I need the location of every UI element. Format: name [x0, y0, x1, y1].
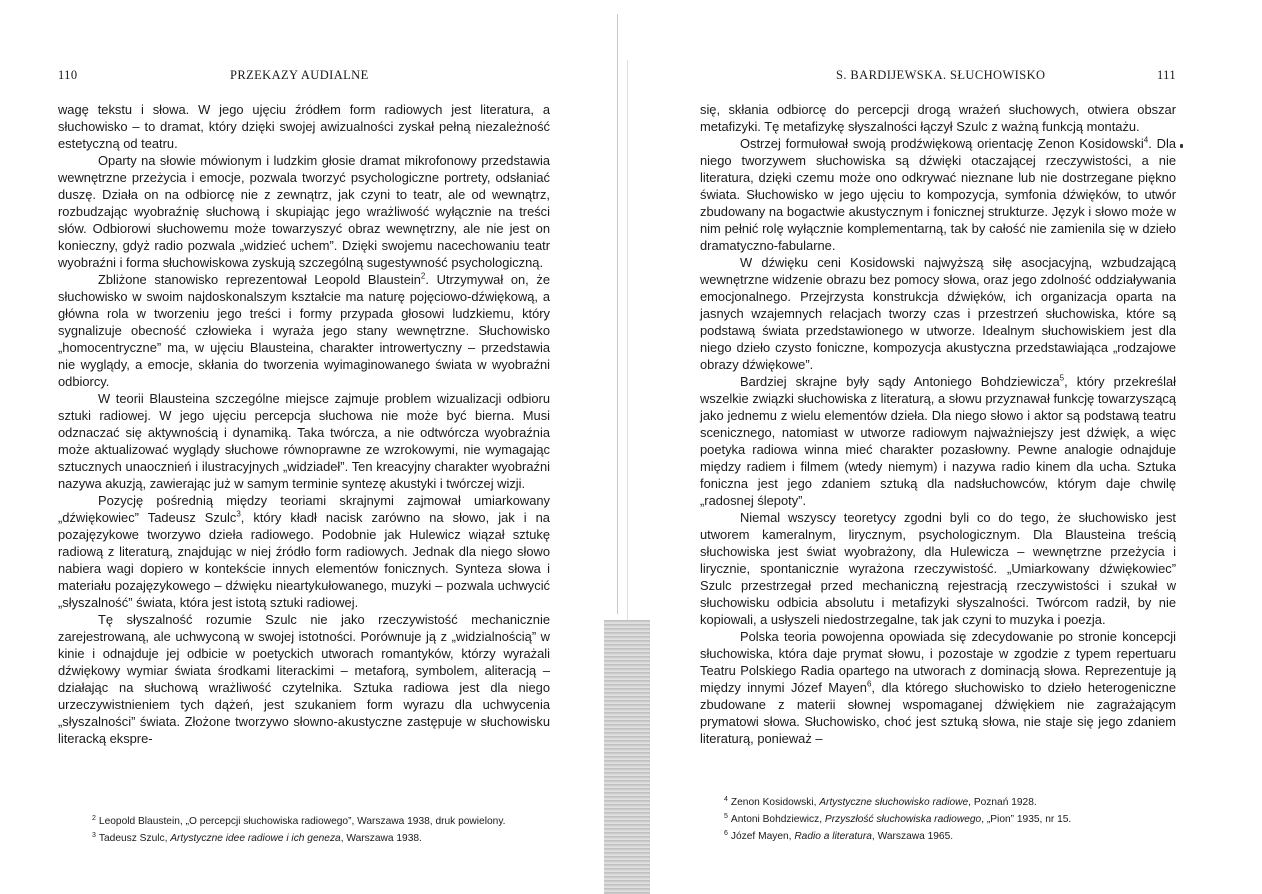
left-paragraph-4: W teorii Blausteina szczególne miejsce zajmuje problem wizualizacji odbioru sztuki radiowej. W jego ujęciu percepcja słuchowa nie może być bierna. Musi odznaczać się aktywnością i dynamiką. Taka twórcza, a nie odtwórcza wyobraźnia może aktualizować wyglądy słuchowe równoprawne ze wzrokowymi, nie wymagając sztucznych unaocznień i ilustracyjnych „widziadeł”. Ten kreacyjny charakter wyobraźni nazywa akuzją, zawierając już w samym terminie syntezę akustyki i twórczej wizji.	[58, 391, 550, 491]
footnote-2	[92, 813, 550, 830]
footnote-3-number: 3	[92, 831, 96, 839]
right-page-number: 111	[1156, 68, 1176, 82]
footnote-6-place: , Warszawa 1965.	[871, 831, 954, 842]
footnote-6-author: Józef Mayen,	[730, 831, 795, 842]
footnote-2-text: Leopold Blaustein, „O percepcji słuchowiska radiowego”, Warszawa 1938, druk powielony.	[98, 816, 506, 827]
left-paragraph-2: Oparty na słowie mówionym i ludzkim głosie dramat mikrofonowy przedstawia wewnętrzne przeżycia i emocje, pozwala tworzyć psychologiczne portrety, odsłaniać duszę. Działa on na odbiorcę nie z zewnątrz, jak czyni to teatr, ale od wewnątrz, rozbudzając wyobraźnię słuchową i skupiając jego wrażliwość wyłącznie na treści słów. Odbiorowi słuchowemu może towarzyszyć obraz wewnętrzny, ale nie jest on konieczny, gdyż radio pozwala „widzieć uchem”. Dzięki swojemu nacechowaniu teatr wyobraźni i forma słuchowiskowa zyskują szczególną sugestywność psychologiczną.	[58, 153, 550, 270]
page-fold-shadow	[627, 60, 628, 620]
left-paragraph-5	[58, 492, 550, 611]
footnote-4	[724, 794, 1176, 811]
scan-speck	[1180, 144, 1183, 148]
left-paragraph-3-start: Zbliżone stanowisko reprezentował Leopold Blaustein	[98, 272, 421, 287]
right-paragraph-4	[700, 373, 1176, 509]
left-paragraph-3	[58, 271, 550, 390]
left-body-text	[58, 101, 550, 747]
footnote-6	[724, 828, 1176, 845]
footnote-3-author: Tadeusz Szulc,	[98, 833, 171, 844]
right-paragraph-6-start: Polska teoria powojenna opowiada się zdecydowanie po stronie koncepcji słuchowiska, która daje prymat słowu, i pozostaje w zgodzie z typem repertuaru Teatru Polskiego Radia opartego na utworach z dominacją słowa. Reprezentuje ją między innymi Józef Mayen	[700, 629, 1176, 695]
left-running-head	[58, 68, 550, 86]
footnote-4-number: 4	[724, 795, 728, 803]
footnote-3	[92, 830, 550, 847]
right-running-head	[700, 68, 1176, 86]
right-body-text	[700, 101, 1176, 747]
left-paragraph-5-start: Pozycję pośrednią między teoriami skrajnymi zajmował umiarkowany „dźwiękowiec” Tadeusz Szulc	[58, 493, 550, 525]
right-paragraph-2-rest: . Dla niego tworzywem słuchowiska są dźwięki otaczającej rzeczywistości, a nie literatura, dzięki czemu może ono odkrywać nieznane lub nie dostrzegane piękno świata. Słuchowisko w jego ujęciu to kompozycja, symfonia dźwięków, to utwór zbudowany na bogactwie akustycznym i fonicznej strukturze. Język i słowo może w nim pełnić rolę wyłącznie komplementarną, tak by całość nie zamienila się w dzieło dramatyczno-fabularne.	[700, 136, 1176, 253]
footnote-6-title: Radio a literatura	[794, 831, 872, 842]
right-paragraph-6	[700, 628, 1176, 747]
left-footnotes	[92, 813, 550, 847]
left-paragraph-3-rest: . Utrzymywał on, że słuchowisko w swoim najdoskonalszym kształcie ma naturę pojęciowo-dźwiękową, a główna rola w tworzeniu jego treści i formy przypada głosowi ludzkiemu, który sygnalizuje obecność człowieka i wyraża jego stany wewnętrzne. Słuchowisko „homocentryczne” ma, w ujęciu Blausteina, charakter introwertyczny – przedstawia nie wyglądy, a emocje, skłania do tworzenia wyimaginowanego świata w wyobraźni odbiorcy.	[58, 272, 550, 389]
footnote-6-number: 6	[724, 829, 728, 837]
footnote-ref-3: 3	[236, 509, 241, 519]
right-paragraph-5: Niemal wszyscy teoretycy zgodni byli co do tego, że słuchowisko jest utworem kameralnym, lirycznym, psychologicznym. Dla Blausteina treścią słuchowiska jest świat wyobrażony, dla Hulewicza – wewnętrzne przeżycia i lirycznie, spontanicznie wyrażona rzeczywistość. „Umiarkowany dźwiękowiec” Szulc przestrzegał przed mechaniczną rejestracją rzeczywistości i szukał w słuchowisku odbicia absolutu i metafizyki słyszalności. Twórcom radził, by nie kopiowali, a usłyszeli niedostrzegalne, tak jak czyni to muzyka i poezja.	[700, 510, 1176, 627]
footnote-4-title: Artystyczne słuchowisko radiowe	[819, 797, 969, 808]
right-paragraph-1: się, skłania odbiorcę do percepcji drogą wrażeń słuchowych, otwiera obszar metafizyki. Tę metafizykę słyszalności łączył Szulc z ważną funkcją montażu.	[700, 102, 1176, 134]
page-fold-line	[617, 14, 618, 614]
footnote-4-place: , Poznań 1928.	[968, 797, 1037, 808]
right-running-title: S. BARDIJEWSKA. SŁUCHOWISKO	[836, 68, 1046, 82]
right-paragraph-2	[700, 135, 1176, 254]
footnote-ref-6: 6	[866, 679, 872, 689]
right-footnotes	[724, 794, 1176, 845]
footnote-5-number: 5	[724, 812, 728, 820]
right-paragraph-4-start: Bardziej skrajne były sądy Antoniego Bohdziewicza	[740, 374, 1060, 389]
footnote-3-title: Artystyczne idee radiowe i ich geneza	[170, 833, 341, 844]
footnote-5-place: , „Pion” 1935, nr 15.	[981, 814, 1072, 825]
left-paragraph-1: wagę tekstu i słowa. W jego ujęciu źródłem form radiowych jest literatura, a słuchowisko – to dramat, który dzięki swojej awizualności zyskał pełną niezależność estetyczną od teatru.	[58, 102, 550, 151]
binding-gutter	[604, 620, 650, 894]
footnote-ref-2: 2	[420, 271, 426, 281]
footnote-4-author: Zenon Kosidowski,	[730, 797, 820, 808]
footnote-5-title: Przyszłość słuchowiska radiowego	[824, 814, 982, 825]
left-page-number: 110	[58, 68, 78, 82]
left-paragraph-6: Tę słyszalność rozumie Szulc nie jako rzeczywistość mechanicznie zarejestrowaną, ale uchwyconą w swojej istotności. Porównuje ją z „widzialnością” w kinie i odnajduje jej odbicie w poetyckich utworach romantyków, którzy wyrażali dźwiękowy wymiar świata środkami literackimi – metaforą, symbolem, aliteracją – działając na słuchową wrażliwość czytelnika. Sztuka radiowa jest dla niego urzeczywistnieniem tych dążeń, jest szukaniem form wyrazu dla uchwycenia „słyszalności” świata. Złożone tworzywo słowno-akustyczne zastępuje w słuchowisku literacką ekspre-	[58, 612, 550, 746]
left-paragraph-5-rest: , który kładł nacisk zarówno na słowo, jak i na pozajęzykowe tworzywo dzieła radiowego. Podobnie jak Hulewicz wiązał sztukę radiową z literaturą, znajdując w niej źródło form radiowych. Jednak dla niego słowo nabiera wagi dopiero w kontekście innych elementów fonicznych. Synteza słowa i materiału pozajęzykowego – dźwięku nieartykułowanego, muzyki – pozwala uchwycić „słyszalność” świata, która jest istotą sztuki radiowej.	[58, 510, 550, 610]
footnote-5-author: Antoni Bohdziewicz,	[730, 814, 825, 825]
right-paragraph-6-rest: , dla którego słuchowisko to dzieło heterogeniczne zbudowane z materii słownej wspomaganej dźwiękiem nie zagrażającym prymatowi słowa. Słuchowisko, choć jest sztuką słowa, nie staje się jego zdaniem literaturą, ponieważ –	[700, 680, 1176, 746]
footnote-5	[724, 811, 1176, 828]
right-paragraph-2-start: Ostrzej formułował swoją prodźwiękową orientację Zenon Kosidowski	[740, 136, 1144, 151]
footnote-ref-4: 4	[1143, 135, 1149, 145]
footnote-2-number: 2	[92, 814, 96, 822]
right-paragraph-3: W dźwięku ceni Kosidowski najwyższą siłę asocjacyjną, wzbudzającą wewnętrzne widzenie obrazu bez pomocy słowa, oraz jego zdolność oddziaływania emocjonalnego. Przejrzysta konstrukcja dźwięków, ich organizacja oparta na jasnych wzajemnych relacjach tworzy czas i przestrzeń słuchowiska, które są podstawą świata przedstawionego w utworze. Idealnym słuchowiskiem jest dla niego dzieło czysto foniczne, kompozycja akustyczna przedstawiająca „rodzajowe obrazy dźwiękowe”.	[700, 255, 1176, 372]
footnote-3-place: , Warszawa 1938.	[340, 833, 422, 844]
footnote-ref-5: 5	[1059, 373, 1065, 383]
left-running-title: PRZEKAZY AUDIALNE	[230, 68, 369, 82]
right-paragraph-4-rest: , który przekreślał wszelkie związki słuchowiska z literaturą, a słowu przyznawał funkcję towarzyszącą jako jednemu z wielu elementów dzieła. Dla niego słowo i aktor są podstawą teatru scenicznego, natomiast w utworze radiowym najważniejszy jest dźwięk, a więc poetyka radiowa winna mieć charakter pozasłowny. Pewne analogie odnajduje między radiem i filmem (wtedy niemym) i nazywa radio kinem dla ucha. Sztuka foniczna jest jego zdaniem sztuką dla nadsłuchowców, którym daje chwilę „radosnej ślepoty”.	[700, 374, 1176, 508]
